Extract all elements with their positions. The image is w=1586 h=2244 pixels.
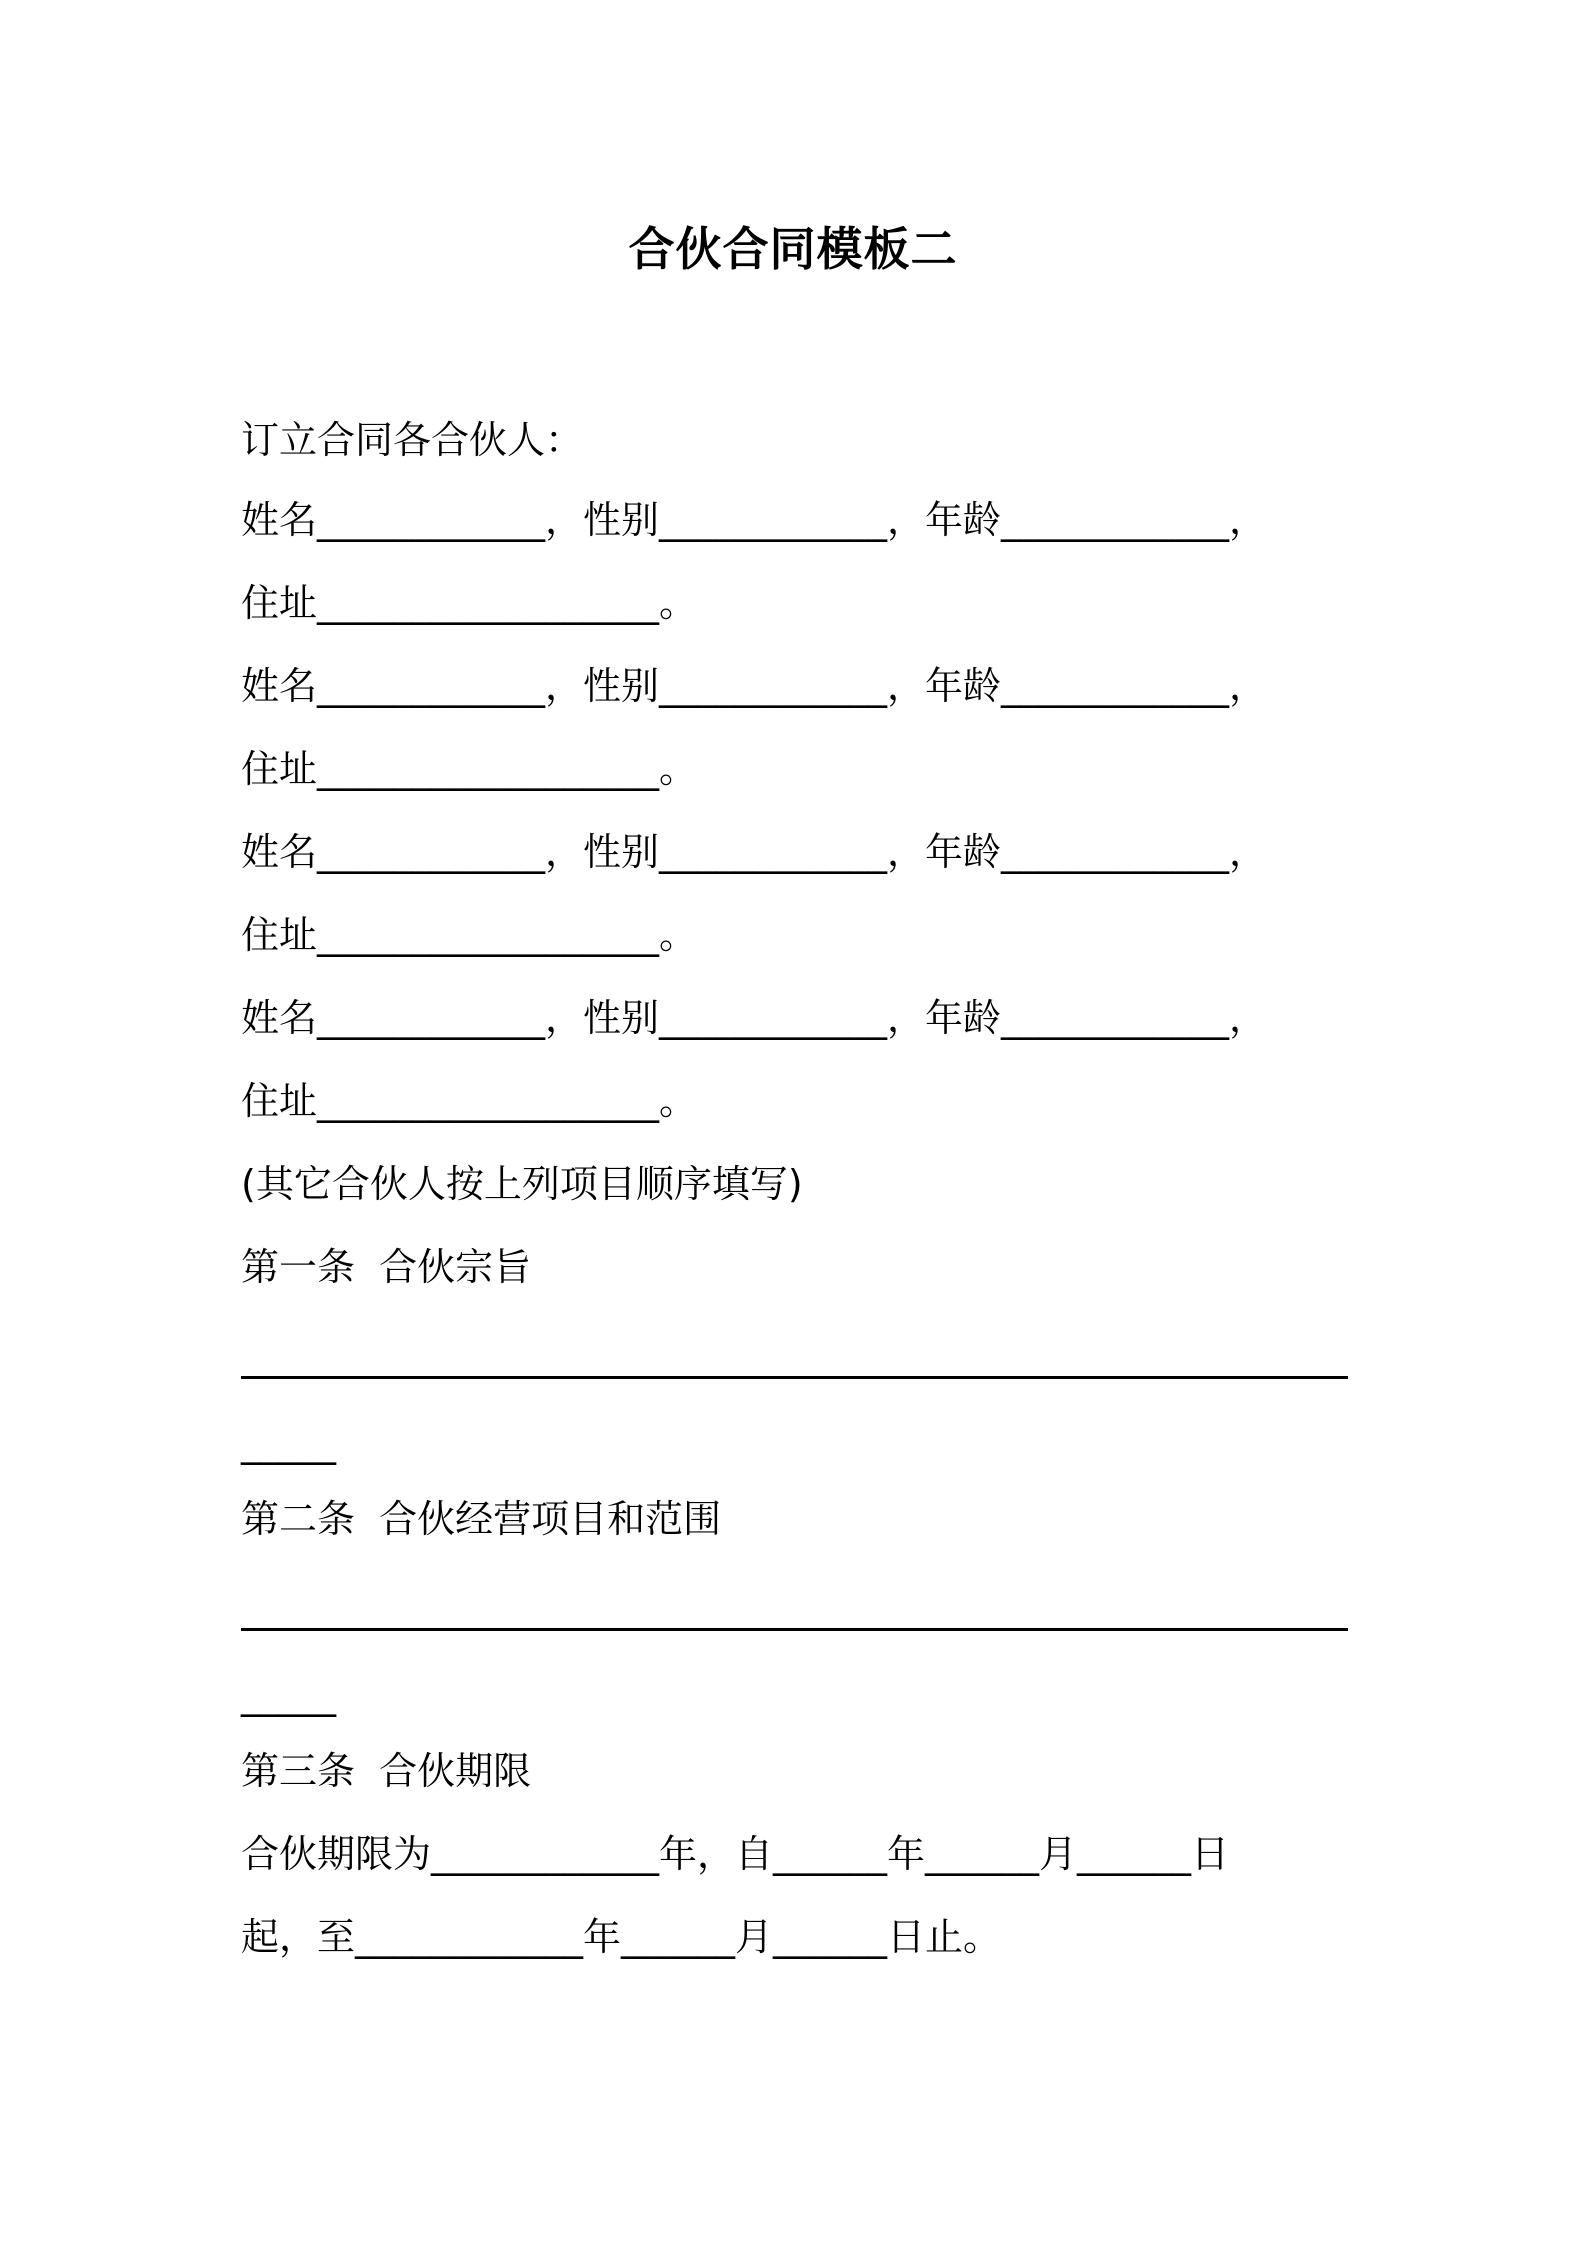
- article-3-term-line-2: 起，至____________年______月______日止。: [241, 1915, 1002, 1959]
- document-title: 合伙合同模板二: [628, 222, 958, 276]
- partner-1-info: 姓名____________，性别____________，年龄____________，: [241, 498, 1268, 542]
- article-1-blank-tail: _____: [241, 1421, 336, 1465]
- partner-2-address: 住址__________________。: [241, 747, 698, 791]
- partner-4-info: 姓名____________，性别____________，年龄____________，: [241, 996, 1268, 1040]
- article-3-term-line-1: 合伙期限为____________年，自______年______月______日: [241, 1832, 1230, 1876]
- article-2-heading: 第二条 合伙经营项目和范围: [241, 1497, 722, 1541]
- article-1-heading: 第一条 合伙宗旨: [241, 1245, 532, 1289]
- article-1-blank-line: [241, 1376, 1348, 1379]
- article-3-heading: 第三条 合伙期限: [241, 1749, 532, 1793]
- partner-3-address: 住址__________________。: [241, 913, 698, 957]
- article-2-blank-line: [241, 1628, 1348, 1631]
- partner-4-address: 住址__________________。: [241, 1079, 698, 1123]
- article-2-blank-tail: _____: [241, 1673, 336, 1717]
- intro-text: 订立合同各合伙人：: [241, 418, 584, 462]
- partner-3-info: 姓名____________，性别____________，年龄____________，: [241, 830, 1268, 874]
- partner-1-address: 住址__________________。: [241, 581, 698, 625]
- partner-2-info: 姓名____________，性别____________，年龄____________，: [241, 664, 1268, 708]
- other-partners-note: (其它合伙人按上列项目顺序填写): [241, 1162, 803, 1206]
